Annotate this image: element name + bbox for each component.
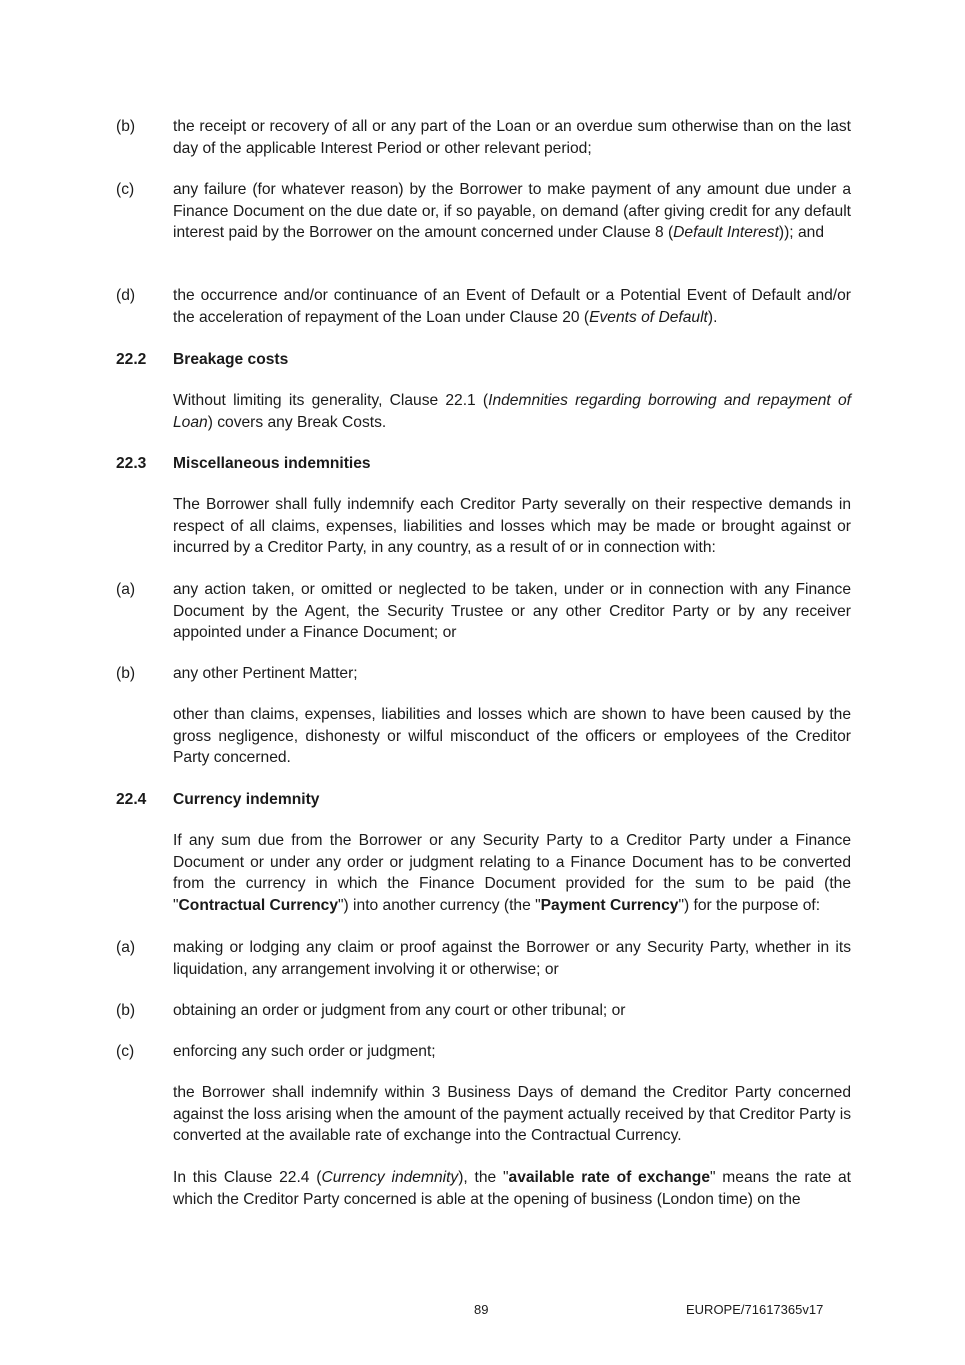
section-closing: the Borrower shall indemnify within 3 Business Days of demand the Creditor Party concerned against the loss arising when the amount of the payment actually received by that Creditor Party is converted at the available rate of exchange into the Contractual Currency. [173,1084,851,1145]
section-heading: Currency indemnity [173,791,320,808]
item-label: (b) [116,1002,136,1019]
item-text: the occurrence and/or continuance of an Event of Default or a Potential Event of Default and/or the acceleration of repayment of the Loan under Clause 20 (Events of Default). [173,287,851,326]
item-text: making or lodging any claim or proof against the Borrower or any Security Party, whether in its liquidation, any arrangement involving it or otherwise; or [173,939,851,978]
item-text: any failure (for whatever reason) by the Borrower to make payment of any amount due under a Finance Document on the due date or, if so payable, on demand (after giving credit for any default interest paid by the Borrower on the amount concerned under Clause 8 (Default Interest)); and [173,181,851,242]
section-heading: Breakage costs [173,351,289,368]
definition-paragraph: In this Clause 22.4 (Currency indemnity), the "available rate of exchange" means the rate at which the Creditor Party concerned is able at the opening of business (London time) on the [173,1169,851,1208]
item-text: any other Pertinent Matter; [173,665,358,682]
section-number: 22.4 [116,791,147,808]
section-intro: The Borrower shall fully indemnify each Creditor Party severally on their respective demands in respect of all claims, expenses, liabilities and losses which may be made or brought against or incurred by a Creditor Party, in any country, as a result of or in connection with: [173,496,851,557]
section-number: 22.2 [116,351,147,368]
item-label: (a) [116,939,136,956]
item-label: (c) [116,1043,135,1060]
page-number: 89 [474,1302,489,1317]
item-label: (b) [116,118,136,135]
item-label: (c) [116,181,135,198]
document-reference: EUROPE/71617365v17 [686,1302,824,1317]
item-label: (d) [116,287,136,304]
section-heading: Miscellaneous indemnities [173,455,371,472]
section-number: 22.3 [116,455,147,472]
item-label: (b) [116,665,136,682]
section-body: Without limiting its generality, Clause 22.1 (Indemnities regarding borrowing and repayment of Loan) covers any Break Costs. [173,392,851,431]
item-text: obtaining an order or judgment from any court or other tribunal; or [173,1002,626,1019]
item-text: the receipt or recovery of all or any part of the Loan or an overdue sum otherwise than on the last day of the applicable Interest Period or other relevant period; [173,118,851,157]
item-text: enforcing any such order or judgment; [173,1043,436,1060]
item-text: any action taken, or omitted or neglected to be taken, under or in connection with any Finance Document by the Agent, the Security Trustee or any other Creditor Party or by any receiver appointed under a Finance Document; or [173,581,851,642]
item-label: (a) [116,581,136,598]
section-intro: If any sum due from the Borrower or any Security Party to a Creditor Party under a Finance Document or under any order or judgment relating to a Finance Document has to be converted from the currency in which the Finance Document provided for the sum to be paid (the "Contractual Currency") into another currency (the "Payment Currency") for the purpose of: [173,832,851,915]
section-closing: other than claims, expenses, liabilities and losses which are shown to have been caused by the gross negligence, dishonesty or wilful misconduct of the officers or employees of the Creditor Party concerned. [173,706,851,767]
